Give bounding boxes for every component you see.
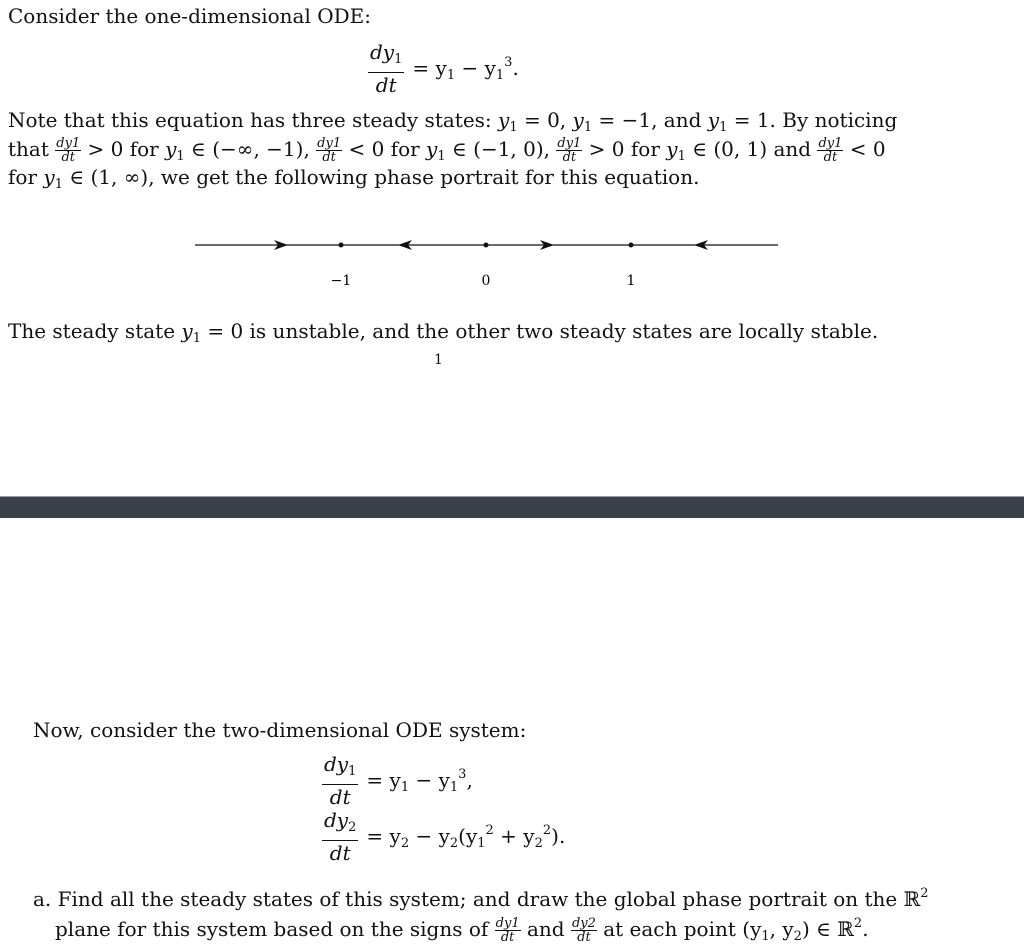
tick-label-neg1: −1	[330, 273, 352, 289]
note-2-c2ysub: 1	[437, 149, 446, 164]
note-1-y3: y	[707, 108, 720, 132]
eq2-rhs: = y	[366, 823, 401, 848]
page-separator	[0, 496, 1024, 519]
note-2-c1int: ∈ (−∞, −1),	[184, 137, 317, 161]
ode-rhs-end: .	[512, 55, 519, 80]
page-2	[0, 518, 1024, 945]
eq2-s1: 2	[400, 835, 410, 851]
note-2-c4: < 0	[843, 137, 886, 161]
eq2-sup1: 2	[485, 822, 494, 838]
inline-deriv-den: dt	[322, 150, 336, 165]
question-a-text: a. Find all the steady states of this system; and draw the global phase portrait on the ℝ	[33, 887, 921, 911]
q2-s2: 2	[793, 929, 802, 944]
eq1-mid: − y	[409, 767, 450, 792]
note-2-c2int: ∈ (−1, 0),	[445, 137, 557, 161]
note-2-c2y: y	[426, 137, 438, 161]
steady-state-1	[629, 243, 634, 248]
eq1-num: dy	[324, 752, 349, 776]
ode-derivative	[368, 40, 404, 97]
eq2-num: dy	[324, 808, 349, 832]
note-2-c1: > 0 for	[81, 137, 166, 161]
intro-2d-text: Now, consider the two-dimensional ODE system:	[33, 718, 527, 742]
note-2-that: that	[8, 137, 56, 161]
note-2-c3: > 0 for	[582, 137, 667, 161]
eq1-derivative	[322, 752, 358, 809]
note-2-c3int: ∈ (0, 1) and	[685, 137, 818, 161]
note-1-y2-sub: 1	[583, 120, 593, 135]
note-1-y2: y	[572, 108, 584, 132]
inline-derivative-y2	[571, 917, 597, 944]
note-1-y1-val: = 0,	[517, 108, 573, 132]
q2-e: .	[862, 917, 869, 941]
inline-derivative-3	[556, 137, 582, 164]
ode-rhs-minus: − y	[455, 55, 496, 80]
note-line-3	[8, 163, 699, 199]
note-1-y3-sub: 1	[719, 120, 728, 135]
phase-portrait	[0, 225, 1024, 295]
q2-a: plane for this system based on the signs of	[55, 917, 495, 941]
note-2-c2: < 0 for	[342, 137, 427, 161]
inline-derivative-4	[817, 137, 843, 164]
ode-den: dt	[375, 73, 397, 97]
tick-label-1: 1	[626, 273, 636, 289]
inline-derivative-1	[55, 137, 81, 164]
inline-deriv-den: dt	[823, 150, 838, 165]
note-1-y2-val: = −1, and	[592, 108, 708, 132]
eq2-s3: 1	[477, 835, 486, 851]
eq2-num-sub: 2	[348, 820, 357, 835]
note-1a: Note that this equation has three steady states:	[8, 108, 499, 132]
inline-deriv-num: dy1	[56, 136, 81, 151]
intro-text: Consider the one-dimensional ODE:	[8, 4, 371, 28]
note-1-y1-sub: 1	[509, 120, 518, 135]
eq2-m3: + y	[493, 823, 535, 848]
ode-rhs-sub: 1	[446, 67, 456, 83]
conclusion-y: y	[181, 319, 193, 343]
q2-s1: 1	[761, 929, 770, 944]
note-2-c1y: y	[165, 137, 177, 161]
q2-f2-num: dy2	[571, 916, 596, 931]
q2-f1-num: dy1	[495, 916, 520, 931]
eq1-s1: 1	[400, 779, 410, 795]
inline-deriv-den: dt	[61, 150, 75, 165]
q2-d: ) ∈ ℝ	[801, 917, 854, 941]
ode-rhs-sup: 3	[504, 54, 513, 70]
note-1-y1: y	[498, 108, 510, 132]
note-2-c3ysub: 1	[677, 149, 686, 164]
q2-and: and	[520, 917, 571, 941]
eq2-s4: 2	[534, 835, 543, 851]
eq2-end: ).	[551, 823, 566, 848]
inline-deriv-num: dy1	[557, 136, 582, 151]
conclusion-b: = 0 is unstable, and the other two steady states are locally stable.	[200, 319, 879, 343]
steady-state-neg1	[339, 243, 344, 248]
conclusion-ysub: 1	[192, 331, 201, 346]
system-equation-1	[322, 752, 473, 809]
ode-num: dy	[370, 40, 395, 64]
note-3ysub: 1	[54, 177, 63, 192]
ode-rhs: = y	[412, 55, 447, 80]
eq2-m1: − y	[409, 823, 450, 848]
ode-equation	[368, 40, 519, 97]
eq1-sup: 3	[458, 766, 467, 782]
eq2-sup2: 2	[542, 822, 552, 838]
note-2-c3y: y	[666, 137, 678, 161]
inline-deriv-num: dy1	[818, 136, 843, 151]
eq1-rhs: = y	[366, 767, 401, 792]
q2-b: at each point (y	[596, 917, 762, 941]
inline-derivative-2	[316, 137, 342, 164]
ode-rhs-sub2: 1	[495, 67, 505, 83]
page-number: 1	[434, 352, 443, 368]
eq2-derivative	[322, 808, 358, 865]
system-equation-2	[322, 808, 565, 865]
note-3b: ∈ (1, ∞), we get the following phase portrait for this equation.	[62, 165, 700, 189]
eq1-num-sub: 1	[348, 764, 357, 779]
eq2-s2: 2	[449, 835, 459, 851]
conclusion-text	[8, 317, 878, 353]
q2-sup: 2	[853, 916, 863, 931]
eq1-s2: 1	[449, 779, 459, 795]
note-3y: y	[43, 165, 55, 189]
steady-state-0	[484, 243, 489, 248]
note-1-y3-val: = 1. By noticing	[727, 108, 898, 132]
q2-c: , y	[769, 917, 794, 941]
eq1-end: ,	[466, 767, 473, 792]
inline-derivative-y1	[495, 917, 521, 944]
q2-f2-den: dt	[577, 930, 591, 945]
note-3a: for	[8, 165, 44, 189]
ode-num-sub: 1	[394, 52, 403, 67]
q2-f1-den: dt	[500, 930, 515, 945]
eq2-den: dt	[329, 841, 351, 865]
eq1-den: dt	[329, 785, 351, 809]
inline-deriv-den: dt	[562, 150, 577, 165]
question-a-line-1	[33, 880, 929, 913]
conclusion-a: The steady state	[8, 319, 182, 343]
inline-deriv-num: dy1	[317, 136, 342, 151]
note-2-c1ysub: 1	[176, 149, 185, 164]
question-a-sup: 2	[920, 886, 929, 901]
tick-label-0: 0	[481, 273, 491, 289]
eq2-m2: (y	[458, 823, 478, 848]
